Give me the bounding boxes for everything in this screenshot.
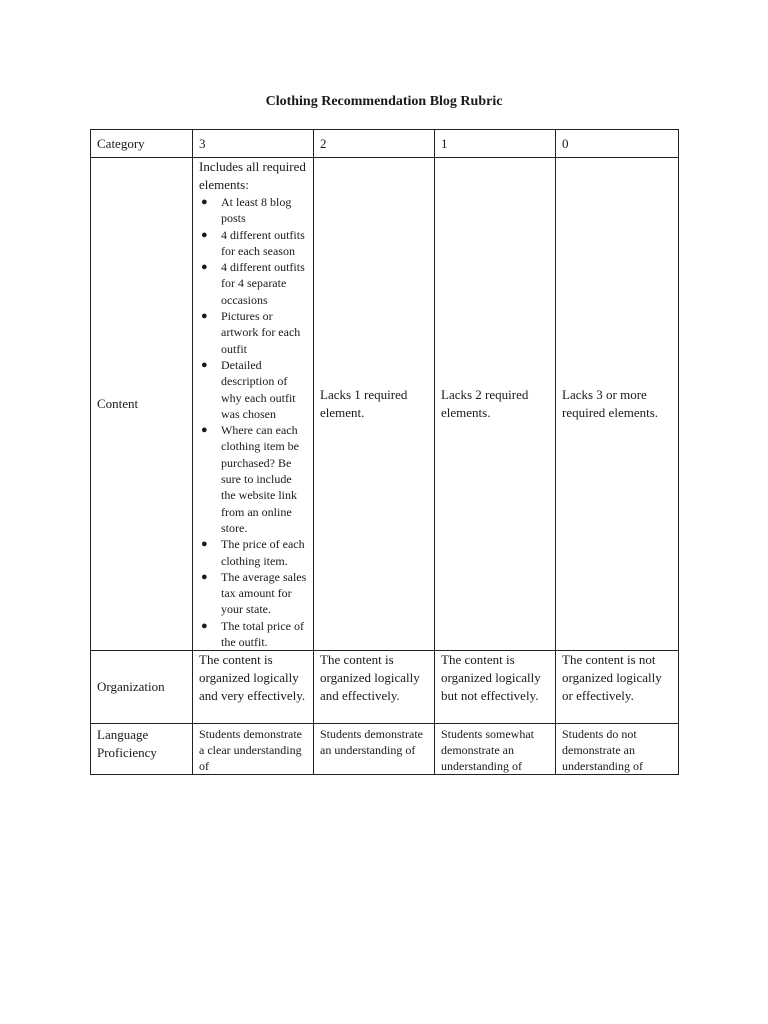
language-row <box>91 724 679 775</box>
list-item-text: The average sales tax amount for your state. <box>221 569 307 617</box>
content-level-0-text: Lacks 3 or more required elements. <box>562 387 659 421</box>
bullet-icon: ● <box>201 538 208 551</box>
bullet-icon: ● <box>201 310 208 323</box>
language-level-3-cell <box>193 724 314 775</box>
list-item-text: Where can each clothing item be purchased? Be sure to include the website link from an online store. <box>221 423 299 535</box>
organization-level-3-cell: The content is organized logically and very effectively. <box>193 651 314 724</box>
organization-level-0-cell: The content is not organized logically or effectively. <box>556 651 679 724</box>
list-item <box>199 569 307 618</box>
list-item-text: Pictures or artwork for each outfit <box>221 309 301 356</box>
page-title: Clothing Recommendation Blog Rubric <box>265 94 503 109</box>
list-item-text: Detailed description of why each outfit was chosen <box>221 357 296 421</box>
header-cell-score-2: 2 <box>314 130 435 158</box>
language-level-0-cell <box>556 724 679 775</box>
content-level-1-cell <box>435 158 556 651</box>
language-level-1-cell <box>435 724 556 775</box>
bullet-icon: ● <box>201 228 208 241</box>
language-level-0-text: Students do not demonstrate an understanding of <box>562 727 643 774</box>
list-item-text: 4 different outfits for 4 separate occasions <box>221 260 305 307</box>
list-item <box>199 536 307 569</box>
list-item <box>199 259 307 308</box>
organization-level-1-cell: The content is organized logically but not effectively. <box>435 651 556 724</box>
content-level-2-text: Lacks 1 required element. <box>320 387 408 421</box>
header-cell-score-1: 1 <box>435 130 556 158</box>
language-level-2-cell <box>314 724 435 775</box>
language-level-1-text: Students somewhat demonstrate an understanding of <box>441 727 534 774</box>
bullet-icon: ● <box>201 570 208 583</box>
bullet-icon: ● <box>201 196 208 208</box>
list-item-text: 4 different outfits for each season <box>221 227 305 258</box>
header-row <box>91 130 679 158</box>
content-row <box>91 158 679 651</box>
list-item <box>199 227 307 260</box>
content-category-label: Content <box>91 158 193 651</box>
language-level-2-text: Students demonstrate an understanding of <box>320 727 423 758</box>
language-level-3-text: Students demonstrate a clear understanding of <box>199 727 302 774</box>
header-cell-score-0: 0 <box>556 130 679 158</box>
list-item <box>199 357 307 422</box>
bullet-icon: ● <box>201 619 208 632</box>
list-item <box>199 194 307 227</box>
organization-category-label: Organization <box>91 651 193 724</box>
rubric-table <box>90 129 679 775</box>
list-item <box>199 618 307 651</box>
list-item-text: At least 8 blog posts <box>221 195 292 226</box>
list-item-text: The price of each clothing item. <box>221 537 305 568</box>
content-level-0-cell <box>556 158 679 651</box>
header-cell-score-3: 3 <box>193 130 314 158</box>
header-cell-category: Category <box>91 130 193 158</box>
list-item <box>199 308 307 357</box>
language-category-label <box>91 724 193 775</box>
bullet-icon: ● <box>201 424 208 437</box>
list-item-text: The total price of the outfit. <box>221 618 304 650</box>
list-item <box>199 422 307 536</box>
language-label-text: Language Proficiency <box>97 727 157 761</box>
content-level-2-cell <box>314 158 435 651</box>
required-elements-list <box>199 194 307 650</box>
bullet-icon: ● <box>201 261 208 274</box>
organization-row <box>91 651 679 724</box>
content-level-1-text: Lacks 2 required elements. <box>441 387 529 421</box>
content-level-3-intro: Includes all required elements: <box>199 159 306 192</box>
organization-level-2-cell: The content is organized logically and effectively. <box>314 651 435 724</box>
content-level-3-cell <box>193 158 314 651</box>
bullet-icon: ● <box>201 358 208 371</box>
